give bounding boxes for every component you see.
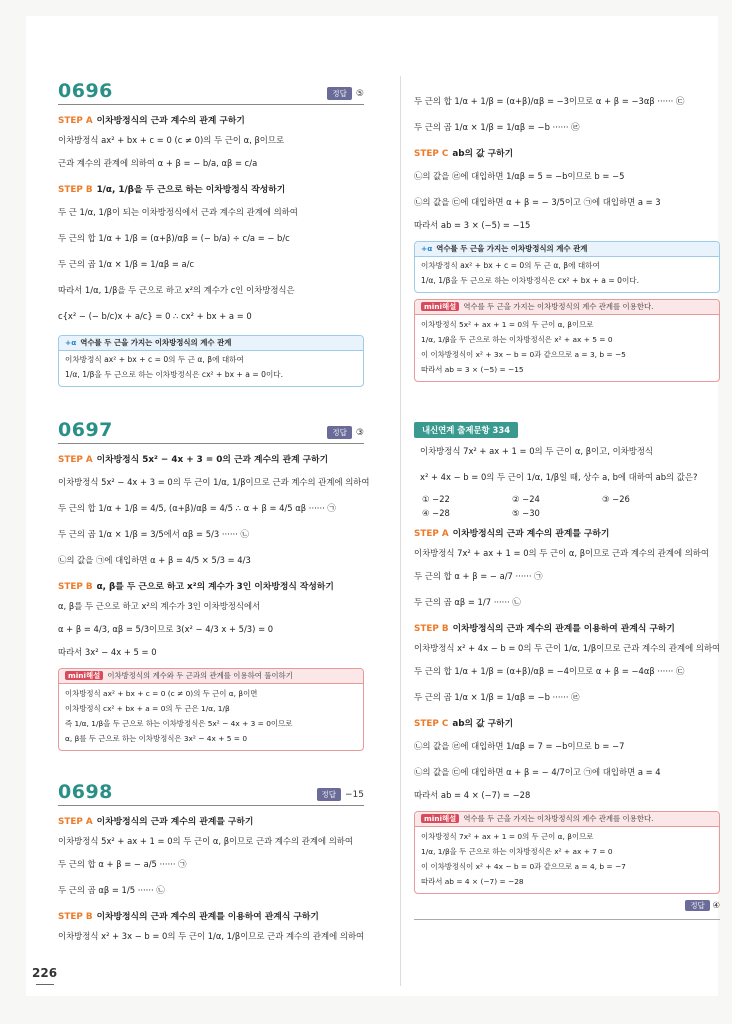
solution-line: 이차방정식 5x² − 4x + 3 = 0의 두 근이 1/α, 1/β이므로 근과 계수의 관계에 의하여 [58, 477, 370, 487]
solution-line: 두 근의 합 1/α + 1/β = (α+β)/αβ = −4이므로 α + β = −4αβ ······ ㉢ [414, 666, 685, 676]
step-label: STEP B [58, 912, 93, 922]
answer-choices [422, 494, 720, 518]
mini-line: 1/α, 1/β을 두 근으로 하는 이차방정식은 x² + ax + 5 = 0 [421, 335, 613, 344]
step-title: α, β를 두 근으로 하고 x²의 계수가 3인 이차방정식 작성하기 [96, 582, 334, 592]
solution-line: 이차방정식 5x² + ax + 1 = 0의 두 근이 α, β이므로 근과 계수의 관계에 의하여 [58, 836, 353, 846]
solution-line: 이차방정식 ax² + bx + c = 0 (c ≠ 0)의 두 근이 α, β이므로 [58, 135, 285, 145]
mini-line: 이차방정식 cx² + bx + a = 0의 두 근은 1/α, 1/β [65, 704, 230, 713]
solution-line: ㉡의 값을 ㉠에 대입하면 α + β = 4/5 × 5/3 = 4/3 [58, 555, 251, 565]
solution-line: 따라서 ab = 4 × (−7) = −28 [414, 790, 531, 800]
right-column [414, 88, 720, 920]
step-c-heading [414, 716, 720, 729]
choice[interactable]: ④ −28 [422, 508, 450, 518]
solution-line: 두 근의 곱 αβ = 1/5 ······ ㉡ [58, 885, 165, 895]
step-title: 이차방정식 5x² − 4x + 3 = 0의 근과 계수의 관계 구하기 [96, 455, 329, 465]
solution-line: ㉡의 값을 ㉣에 대입하면 1/αβ = 5 = −b이므로 b = −5 [414, 171, 625, 181]
step-b-heading [58, 182, 364, 195]
solution-line: α + β = 4/3, αβ = 5/3이므로 3(x² − 4/3 x + 5/3) = 0 [58, 624, 274, 634]
question-line: 이차방정식 7x² + ax + 1 = 0의 두 근이 α, β이고, 이차방정식 [420, 446, 654, 456]
problem-0697 [58, 417, 370, 751]
answer-tag: 정답 [327, 426, 352, 439]
answer-tag: 정답 [685, 900, 710, 911]
solution-line: 이차방정식 x² + 4x − b = 0의 두 근이 1/α, 1/β이므로 근과 계수의 관계에 의하여 [414, 643, 721, 653]
step-label: STEP B [58, 185, 93, 195]
step-b-heading [414, 621, 720, 634]
solution-line: 두 근의 합 α + β = − a/5 ······ ㉠ [58, 859, 187, 869]
tip-line: 1/α, 1/β을 두 근으로 하는 이차방정식은 cx² + bx + a = 0이다. [65, 370, 284, 379]
solution-line: 두 근의 곱 1/α × 1/β = 1/αβ = −b ······ ㉣ [414, 122, 580, 132]
step-label: STEP B [58, 582, 93, 592]
page-number: 226 [32, 966, 58, 980]
mini-tag: mini해설 [421, 302, 459, 311]
mini-title: 역수를 두 근을 가지는 이차방정식의 계수 관계를 이용한다. [463, 302, 654, 311]
solution-line: 근과 계수의 관계에 의하여 α + β = − b/a, αβ = c/a [58, 158, 258, 168]
step-title: 1/α, 1/β을 두 근으로 하는 이차방정식 작성하기 [96, 185, 286, 195]
step-title: ab의 값 구하기 [452, 719, 514, 729]
tip-box [414, 241, 720, 293]
answer-tag: 정답 [317, 788, 342, 801]
solution-line: 두 근의 곱 1/α × 1/β = 3/5에서 αβ = 5/3 ······ ㉡ [58, 529, 249, 539]
solution-line: c{x² − (− b/c)x + a/c} = 0 ∴ cx² + bx + a = 0 [58, 311, 252, 321]
answer-value: ④ [712, 900, 720, 910]
choice[interactable]: ③ −26 [602, 494, 630, 504]
exam-banner: 내신연계 출제문항 334 [414, 422, 518, 438]
solution-line: 두 근의 곱 1/α × 1/β = 1/αβ = a/c [58, 259, 195, 269]
answer-box [327, 426, 364, 439]
step-b-heading [58, 909, 364, 922]
solution-line: α, β를 두 근으로 하고 x²의 계수가 3인 이차방정식에서 [58, 601, 261, 611]
divider [414, 919, 720, 920]
tip-line: 이차방정식 ax² + bx + c = 0의 두 근 α, β에 대하여 [65, 355, 244, 364]
mini-line: 이차방정식 7x² + ax + 1 = 0의 두 근이 α, β이므로 [421, 832, 594, 841]
mini-header [415, 300, 719, 315]
tip-title: 역수를 두 근을 가지는 이차방정식의 계수 관계 [80, 338, 232, 347]
solution-line: 이차방정식 7x² + ax + 1 = 0의 두 근이 α, β이므로 근과 계수의 관계에 의하여 [414, 548, 709, 558]
step-label: STEP C [414, 149, 449, 159]
left-column [58, 78, 370, 946]
step-a-heading [58, 814, 364, 827]
choice[interactable]: ⑤ −30 [512, 508, 540, 518]
mini-line: 즉 1/α, 1/β을 두 근으로 하는 이차방정식은 5x² − 4x + 3 = 0이므로 [65, 719, 293, 728]
problem-0698 [58, 779, 364, 946]
step-label: STEP A [58, 455, 93, 465]
choice[interactable]: ② −24 [512, 494, 540, 504]
solution-line: 두 근의 곱 1/α × 1/β = 1/αβ = −b ······ ㉣ [414, 692, 580, 702]
mini-line: 이차방정식 5x² + ax + 1 = 0의 두 근이 α, β이므로 [421, 320, 594, 329]
tip-line: 이차방정식 ax² + bx + c = 0의 두 근 α, β에 대하여 [421, 261, 600, 270]
question-line: x² + 4x − b = 0의 두 근이 1/α, 1/β일 때, 상수 a, b에 대하여 ab의 값은? [420, 472, 698, 482]
step-title: ab의 값 구하기 [452, 149, 514, 159]
textbook-page [26, 16, 721, 996]
plus-alpha-icon: +α [421, 244, 433, 253]
step-a-heading [58, 452, 364, 465]
problem-header [58, 779, 364, 806]
solution-line: ㉡의 값을 ㉣에 대입하면 1/αβ = 7 = −b이므로 b = −7 [414, 741, 625, 751]
step-label: STEP C [414, 719, 449, 729]
answer-tag: 정답 [327, 87, 352, 100]
tip-header [59, 336, 363, 351]
tip-title: 역수를 두 근을 가지는 이차방정식의 계수 관계 [436, 244, 588, 253]
choice[interactable]: ① −22 [422, 494, 450, 504]
answer-value: ③ [355, 427, 364, 438]
mini-title: 이차방정식의 계수와 두 근과의 관계를 이용하여 풀이하기 [107, 671, 293, 680]
step-title: 이차방정식의 근과 계수의 관계를 구하기 [452, 529, 610, 539]
solution-line: 두 근의 합 1/α + 1/β = 4/5, (α+β)/αβ = 4/5 ∴ α + β = 4/5 αβ ······ ㉠ [58, 503, 336, 513]
solution-line: 두 근 1/α, 1/β이 되는 이차방정식에서 근과 계수의 관계에 의하여 [58, 207, 298, 217]
step-label: STEP A [414, 529, 449, 539]
mini-tag: mini해설 [65, 671, 103, 680]
problem-header [58, 78, 364, 105]
mini-line: 따라서 ab = 4 × (−7) = −28 [421, 877, 524, 886]
solution-line: 두 근의 합 1/α + 1/β = (α+β)/αβ = −3이므로 α + β = −3αβ ······ ㉢ [414, 96, 685, 106]
solution-line: 두 근의 합 1/α + 1/β = (α+β)/αβ = (− b/a) ÷ c/a = − b/c [58, 233, 290, 243]
page-number-underline [36, 984, 54, 985]
step-b-heading [58, 579, 364, 592]
mini-header [59, 669, 363, 684]
mini-line: α, β를 두 근으로 하는 이차방정식은 3x² − 4x + 5 = 0 [65, 734, 248, 743]
column-divider [400, 76, 401, 986]
answer-box [317, 788, 365, 801]
solution-line: 따라서 ab = 3 × (−5) = −15 [414, 220, 531, 230]
exam-linked-problem [414, 422, 720, 920]
answer-value: −15 [345, 789, 364, 800]
problem-number: 0697 [58, 419, 113, 441]
step-c-heading [414, 146, 720, 159]
mini-explanation-box [58, 668, 364, 751]
mini-title: 역수를 두 근을 가지는 이차방정식의 계수 관계를 이용한다. [463, 814, 654, 823]
mini-line: 1/α, 1/β을 두 근으로 하는 이차방정식은 x² + ax + 7 = 0 [421, 847, 613, 856]
answer-box [327, 87, 364, 100]
mini-line: 따라서 ab = 3 × (−5) = −15 [421, 365, 524, 374]
answer-value: ⑤ [355, 88, 364, 99]
solution-line: ㉡의 값을 ㉢에 대입하면 α + β = − 4/7이고 ㉠에 대입하면 a = 4 [414, 767, 661, 777]
mini-line: 이 이차방정식이 x² + 4x − b = 0과 같으므로 a = 4, b = −7 [421, 862, 626, 871]
mini-line: 이차방정식 ax² + bx + c = 0 (c ≠ 0)의 두 근이 α, β이면 [65, 689, 258, 698]
problem-number: 0698 [58, 781, 113, 803]
solution-line: ㉡의 값을 ㉢에 대입하면 α + β = − 3/5이고 ㉠에 대입하면 a = 3 [414, 197, 661, 207]
tip-line: 1/α, 1/β을 두 근으로 하는 이차방정식은 cx² + bx + a = 0이다. [421, 276, 640, 285]
mini-line: 이 이차방정식이 x² + 3x − b = 0과 같으므로 a = 3, b = −5 [421, 350, 626, 359]
step-label: STEP B [414, 624, 449, 634]
step-title: 이차방정식의 근과 계수의 관계를 이용하여 관계식 구하기 [452, 624, 675, 634]
step-title: 이차방정식의 근과 계수의 관계 구하기 [96, 116, 245, 126]
problem-header [58, 417, 364, 444]
mini-explanation-box [414, 811, 720, 894]
step-a-heading [58, 113, 364, 126]
mini-explanation-box [414, 299, 720, 382]
tip-box [58, 335, 364, 387]
solution-line: 두 근의 곱 αβ = 1/7 ······ ㉡ [414, 597, 521, 607]
problem-0696 [58, 78, 364, 387]
solution-line: 따라서 1/α, 1/β을 두 근으로 하고 x²의 계수가 c인 이차방정식은 [58, 285, 295, 295]
solution-line: 두 근의 합 α + β = − a/7 ······ ㉠ [414, 571, 543, 581]
mini-header [415, 812, 719, 827]
mini-tag: mini해설 [421, 814, 459, 823]
step-title: 이차방정식의 근과 계수의 관계를 구하기 [96, 817, 254, 827]
step-label: STEP A [58, 116, 93, 126]
solution-line: 이차방정식 x² + 3x − b = 0의 두 근이 1/α, 1/β이므로 근과 계수의 관계에 의하여 [58, 931, 365, 941]
step-title: 이차방정식의 근과 계수의 관계를 이용하여 관계식 구하기 [96, 912, 319, 922]
step-a-heading [414, 526, 720, 539]
exam-answer [414, 900, 720, 911]
plus-alpha-icon: +α [65, 338, 77, 347]
problem-number: 0696 [58, 80, 113, 102]
step-label: STEP A [58, 817, 93, 827]
solution-line: 따라서 3x² − 4x + 5 = 0 [58, 647, 157, 657]
tip-header [415, 242, 719, 257]
